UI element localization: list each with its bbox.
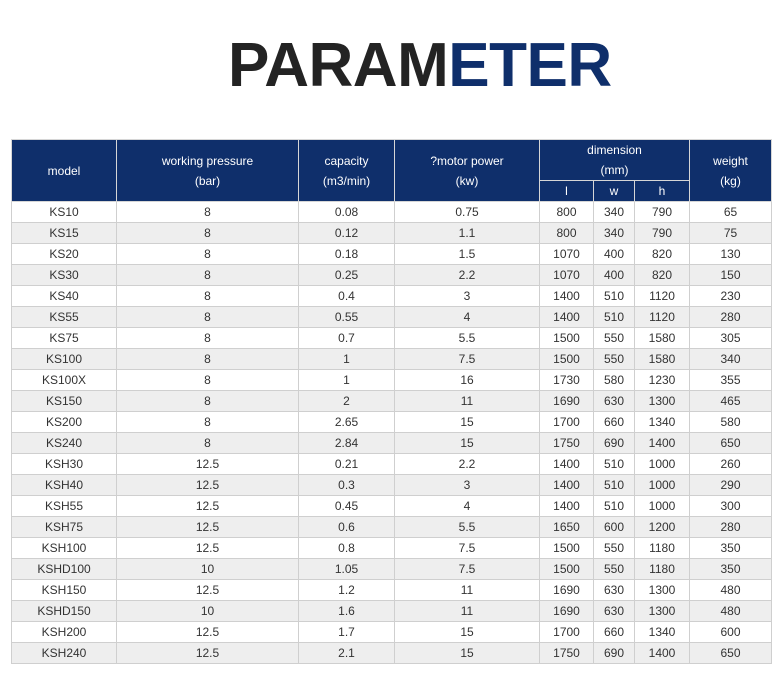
cell-dim-l: 1700 [540, 412, 594, 433]
cell-motor-power: 4 [395, 307, 540, 328]
cell-dim-w: 400 [594, 265, 635, 286]
cell-working-pressure: 12.5 [117, 580, 299, 601]
cell-motor-power: 11 [395, 391, 540, 412]
cell-working-pressure: 8 [117, 412, 299, 433]
cell-motor-power: 15 [395, 643, 540, 664]
header-weight: weight (kg) [690, 140, 772, 202]
cell-model: KS200 [12, 412, 117, 433]
cell-dim-h: 1400 [635, 643, 690, 664]
cell-capacity: 0.18 [299, 244, 395, 265]
table-row [12, 454, 772, 475]
cell-dim-h: 1180 [635, 559, 690, 580]
cell-dim-l: 1500 [540, 328, 594, 349]
title-part-dark: PARAM [228, 31, 449, 100]
cell-weight: 480 [690, 601, 772, 622]
cell-dim-w: 690 [594, 433, 635, 454]
cell-dim-l: 1690 [540, 391, 594, 412]
cell-dim-w: 340 [594, 202, 635, 223]
cell-working-pressure: 12.5 [117, 475, 299, 496]
cell-working-pressure: 12.5 [117, 538, 299, 559]
cell-weight: 580 [690, 412, 772, 433]
cell-motor-power: 11 [395, 601, 540, 622]
table-row [12, 433, 772, 454]
cell-motor-power: 1.5 [395, 244, 540, 265]
cell-dim-l: 800 [540, 223, 594, 244]
cell-dim-h: 1000 [635, 475, 690, 496]
cell-dim-w: 550 [594, 538, 635, 559]
cell-weight: 130 [690, 244, 772, 265]
cell-dim-h: 1340 [635, 412, 690, 433]
cell-dim-w: 660 [594, 412, 635, 433]
cell-capacity: 2.65 [299, 412, 395, 433]
cell-weight: 75 [690, 223, 772, 244]
cell-dim-l: 1700 [540, 622, 594, 643]
cell-weight: 465 [690, 391, 772, 412]
cell-model: KSH75 [12, 517, 117, 538]
cell-motor-power: 5.5 [395, 328, 540, 349]
cell-working-pressure: 8 [117, 328, 299, 349]
cell-capacity: 0.3 [299, 475, 395, 496]
cell-working-pressure: 12.5 [117, 643, 299, 664]
cell-model: KS20 [12, 244, 117, 265]
cell-capacity: 2.1 [299, 643, 395, 664]
cell-capacity: 2.84 [299, 433, 395, 454]
cell-dim-h: 790 [635, 202, 690, 223]
cell-weight: 650 [690, 643, 772, 664]
cell-working-pressure: 8 [117, 391, 299, 412]
cell-working-pressure: 8 [117, 223, 299, 244]
cell-capacity: 0.4 [299, 286, 395, 307]
cell-capacity: 0.8 [299, 538, 395, 559]
cell-model: KS100 [12, 349, 117, 370]
cell-capacity: 0.6 [299, 517, 395, 538]
cell-dim-w: 550 [594, 328, 635, 349]
cell-working-pressure: 8 [117, 265, 299, 286]
cell-dim-w: 510 [594, 286, 635, 307]
cell-motor-power: 4 [395, 496, 540, 517]
cell-capacity: 1.05 [299, 559, 395, 580]
cell-dim-l: 1750 [540, 643, 594, 664]
table-row [12, 307, 772, 328]
cell-capacity: 0.7 [299, 328, 395, 349]
cell-motor-power: 7.5 [395, 538, 540, 559]
cell-dim-h: 1300 [635, 601, 690, 622]
cell-model: KS75 [12, 328, 117, 349]
table-row [12, 496, 772, 517]
cell-weight: 290 [690, 475, 772, 496]
table-row [12, 391, 772, 412]
cell-dim-l: 1500 [540, 349, 594, 370]
page-title [228, 30, 612, 102]
cell-capacity: 0.08 [299, 202, 395, 223]
cell-dim-l: 1400 [540, 286, 594, 307]
cell-motor-power: 15 [395, 433, 540, 454]
cell-dim-l: 1400 [540, 496, 594, 517]
cell-model: KSH200 [12, 622, 117, 643]
cell-dim-w: 690 [594, 643, 635, 664]
cell-dim-w: 630 [594, 391, 635, 412]
table-row [12, 622, 772, 643]
cell-dim-l: 1400 [540, 454, 594, 475]
cell-working-pressure: 8 [117, 244, 299, 265]
cell-dim-h: 1000 [635, 454, 690, 475]
cell-capacity: 0.55 [299, 307, 395, 328]
cell-model: KS30 [12, 265, 117, 286]
cell-motor-power: 1.1 [395, 223, 540, 244]
cell-model: KSH40 [12, 475, 117, 496]
cell-model: KS240 [12, 433, 117, 454]
cell-capacity: 0.25 [299, 265, 395, 286]
cell-model: KSH150 [12, 580, 117, 601]
table-row [12, 580, 772, 601]
cell-motor-power: 2.2 [395, 265, 540, 286]
cell-dim-h: 1180 [635, 538, 690, 559]
table-row [12, 244, 772, 265]
title-part-blue: ETER [448, 31, 612, 100]
cell-model: KS55 [12, 307, 117, 328]
cell-dim-w: 510 [594, 475, 635, 496]
table-row [12, 223, 772, 244]
cell-weight: 300 [690, 496, 772, 517]
cell-capacity: 1.6 [299, 601, 395, 622]
cell-dim-w: 510 [594, 307, 635, 328]
title-banner [0, 30, 783, 100]
cell-weight: 305 [690, 328, 772, 349]
cell-dim-l: 1070 [540, 244, 594, 265]
cell-capacity: 1.2 [299, 580, 395, 601]
cell-weight: 65 [690, 202, 772, 223]
cell-dim-l: 1400 [540, 475, 594, 496]
cell-working-pressure: 12.5 [117, 496, 299, 517]
cell-working-pressure: 10 [117, 559, 299, 580]
cell-motor-power: 0.75 [395, 202, 540, 223]
header-motor-power: ?motor power (kw) [395, 140, 540, 202]
cell-dim-w: 510 [594, 496, 635, 517]
table-row [12, 559, 772, 580]
cell-dim-l: 1750 [540, 433, 594, 454]
cell-dim-h: 790 [635, 223, 690, 244]
parameter-table [11, 139, 772, 664]
header-dim-w: w [594, 181, 635, 202]
cell-dim-l: 1690 [540, 580, 594, 601]
cell-weight: 480 [690, 580, 772, 601]
cell-motor-power: 3 [395, 286, 540, 307]
cell-dim-h: 1200 [635, 517, 690, 538]
cell-model: KSH55 [12, 496, 117, 517]
cell-capacity: 0.45 [299, 496, 395, 517]
cell-working-pressure: 8 [117, 433, 299, 454]
cell-weight: 350 [690, 559, 772, 580]
cell-weight: 340 [690, 349, 772, 370]
cell-dim-l: 1070 [540, 265, 594, 286]
cell-motor-power: 7.5 [395, 349, 540, 370]
cell-capacity: 0.12 [299, 223, 395, 244]
cell-dim-h: 1400 [635, 433, 690, 454]
table-row [12, 538, 772, 559]
cell-motor-power: 15 [395, 622, 540, 643]
header-capacity: capacity (m3/min) [299, 140, 395, 202]
cell-working-pressure: 8 [117, 307, 299, 328]
cell-dim-w: 580 [594, 370, 635, 391]
cell-dim-w: 630 [594, 580, 635, 601]
cell-dim-w: 550 [594, 349, 635, 370]
table-body [12, 202, 772, 664]
cell-dim-l: 1650 [540, 517, 594, 538]
cell-dim-h: 1340 [635, 622, 690, 643]
cell-working-pressure: 10 [117, 601, 299, 622]
cell-dim-l: 1500 [540, 538, 594, 559]
cell-capacity: 0.21 [299, 454, 395, 475]
cell-dim-h: 1000 [635, 496, 690, 517]
table-header [12, 140, 772, 202]
cell-model: KS100X [12, 370, 117, 391]
cell-weight: 260 [690, 454, 772, 475]
table-row [12, 202, 772, 223]
cell-model: KS15 [12, 223, 117, 244]
cell-dim-h: 820 [635, 244, 690, 265]
cell-dim-h: 1580 [635, 349, 690, 370]
table-row [12, 370, 772, 391]
cell-motor-power: 2.2 [395, 454, 540, 475]
header-dimension: dimension (mm) [540, 140, 690, 181]
header-working-pressure: working pressure (bar) [117, 140, 299, 202]
cell-motor-power: 16 [395, 370, 540, 391]
cell-dim-h: 1580 [635, 328, 690, 349]
cell-weight: 650 [690, 433, 772, 454]
cell-working-pressure: 8 [117, 202, 299, 223]
table-row [12, 601, 772, 622]
cell-dim-w: 630 [594, 601, 635, 622]
cell-working-pressure: 12.5 [117, 454, 299, 475]
cell-dim-h: 1230 [635, 370, 690, 391]
cell-model: KSH30 [12, 454, 117, 475]
cell-dim-l: 1730 [540, 370, 594, 391]
cell-dim-h: 1300 [635, 391, 690, 412]
cell-capacity: 2 [299, 391, 395, 412]
cell-dim-w: 340 [594, 223, 635, 244]
table-row [12, 643, 772, 664]
cell-working-pressure: 12.5 [117, 517, 299, 538]
cell-motor-power: 11 [395, 580, 540, 601]
cell-weight: 280 [690, 307, 772, 328]
table-row [12, 475, 772, 496]
cell-dim-l: 1500 [540, 559, 594, 580]
cell-dim-l: 800 [540, 202, 594, 223]
cell-weight: 600 [690, 622, 772, 643]
cell-weight: 350 [690, 538, 772, 559]
table-row [12, 412, 772, 433]
header-model: model [12, 140, 117, 202]
cell-capacity: 1 [299, 370, 395, 391]
cell-weight: 355 [690, 370, 772, 391]
cell-model: KS40 [12, 286, 117, 307]
header-dim-l: l [540, 181, 594, 202]
cell-working-pressure: 12.5 [117, 622, 299, 643]
table-row [12, 265, 772, 286]
cell-model: KSH240 [12, 643, 117, 664]
cell-working-pressure: 8 [117, 349, 299, 370]
cell-motor-power: 15 [395, 412, 540, 433]
cell-motor-power: 5.5 [395, 517, 540, 538]
cell-dim-w: 400 [594, 244, 635, 265]
table-row [12, 517, 772, 538]
cell-dim-w: 600 [594, 517, 635, 538]
cell-dim-w: 550 [594, 559, 635, 580]
cell-dim-l: 1400 [540, 307, 594, 328]
cell-weight: 280 [690, 517, 772, 538]
header-dim-h: h [635, 181, 690, 202]
cell-model: KSH100 [12, 538, 117, 559]
cell-dim-h: 820 [635, 265, 690, 286]
cell-capacity: 1 [299, 349, 395, 370]
cell-model: KSHD150 [12, 601, 117, 622]
cell-working-pressure: 8 [117, 370, 299, 391]
cell-dim-h: 1120 [635, 307, 690, 328]
cell-capacity: 1.7 [299, 622, 395, 643]
cell-weight: 150 [690, 265, 772, 286]
cell-dim-h: 1120 [635, 286, 690, 307]
cell-model: KS150 [12, 391, 117, 412]
table-row [12, 328, 772, 349]
cell-model: KS10 [12, 202, 117, 223]
cell-model: KSHD100 [12, 559, 117, 580]
cell-motor-power: 7.5 [395, 559, 540, 580]
table-row [12, 349, 772, 370]
cell-dim-h: 1300 [635, 580, 690, 601]
cell-dim-w: 660 [594, 622, 635, 643]
cell-weight: 230 [690, 286, 772, 307]
cell-motor-power: 3 [395, 475, 540, 496]
cell-working-pressure: 8 [117, 286, 299, 307]
table-row [12, 286, 772, 307]
cell-dim-w: 510 [594, 454, 635, 475]
cell-dim-l: 1690 [540, 601, 594, 622]
